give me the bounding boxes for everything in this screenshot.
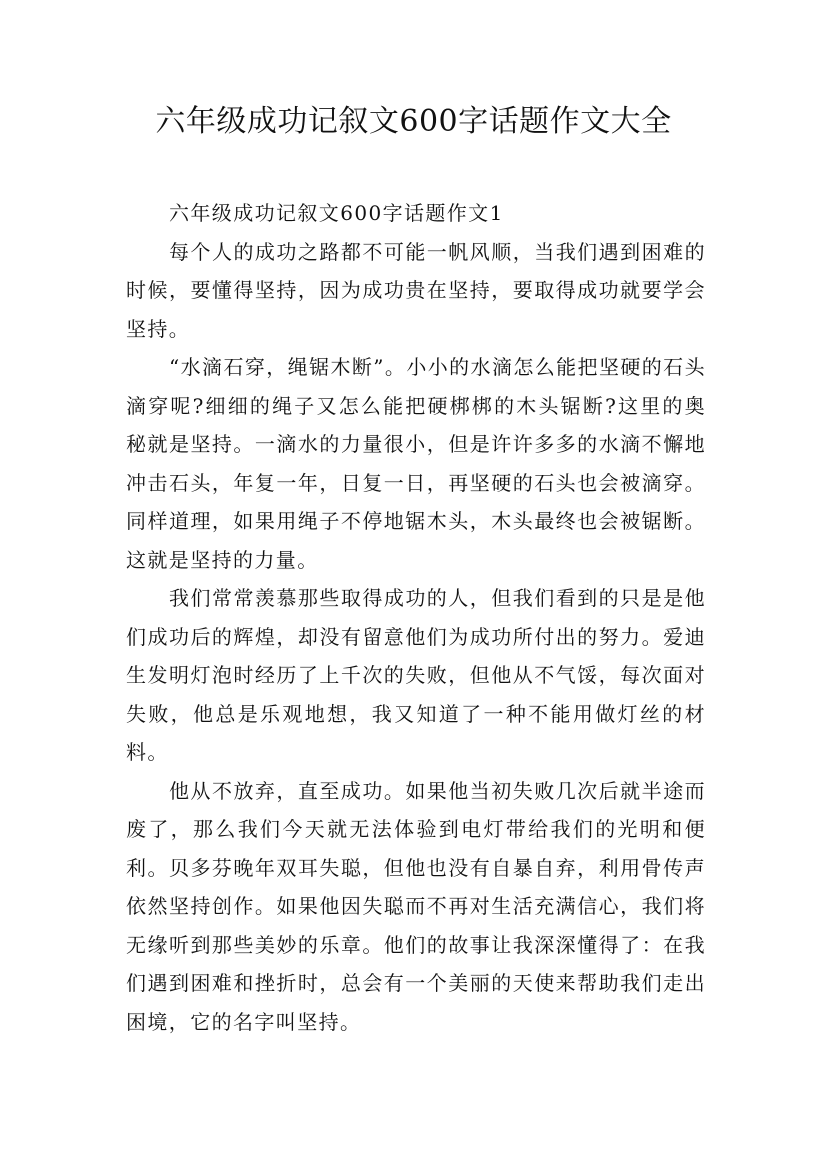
paragraph-1: 每个人的成功之路都不可能一帆风顺，当我们遇到困难的时候，要懂得坚持，因为成功贵在坚持，要取得成功就要学会坚持。 bbox=[126, 239, 706, 341]
document-title: 六年级成功记叙文600字话题作文大全 bbox=[155, 104, 672, 139]
document-body bbox=[126, 194, 706, 1041]
paragraph-2: “水滴石穿，绳锯木断”。小小的水滴怎么能把坚硬的石头滴穿呢?细细的绳子又怎么能把硬梆梆的木头锯断?这里的奥秘就是坚持。一滴水的力量很小，但是许许多多的水滴不懈地冲击石头，年复一年，日复一日，再坚硬的石头也会被滴穿。同样道理，如果用绳子不停地锯木头，木头最终也会被锯断。这就是坚持的力量。 bbox=[126, 355, 706, 572]
paragraph-4: 他从不放弃，直至成功。如果他当初失败几次后就半途而废了，那么我们今天就无法体验到电灯带给我们的光明和便利。贝多芬晚年双耳失聪，但他也没有自暴自弃，利用骨传声依然坚持创作。如果他因失聪而不再对生活充满信心，我们将无缘听到那些美妙的乐章。他们的故事让我深深懂得了：在我们遇到困难和挫折时，总会有一个美丽的天使来帮助我们走出困境，它的名字叫坚持。 bbox=[126, 778, 706, 1034]
paragraph-3: 我们常常羡慕那些取得成功的人，但我们看到的只是是他们成功后的辉煌，却没有留意他们为成功所付出的努力。爱迪生发明灯泡时经历了上千次的失败，但他从不气馁，每次面对失败，他总是乐观地想，我又知道了一种不能用做灯丝的材料。 bbox=[126, 586, 706, 764]
essay-subtitle: 六年级成功记叙文600字话题作文1 bbox=[169, 201, 504, 225]
